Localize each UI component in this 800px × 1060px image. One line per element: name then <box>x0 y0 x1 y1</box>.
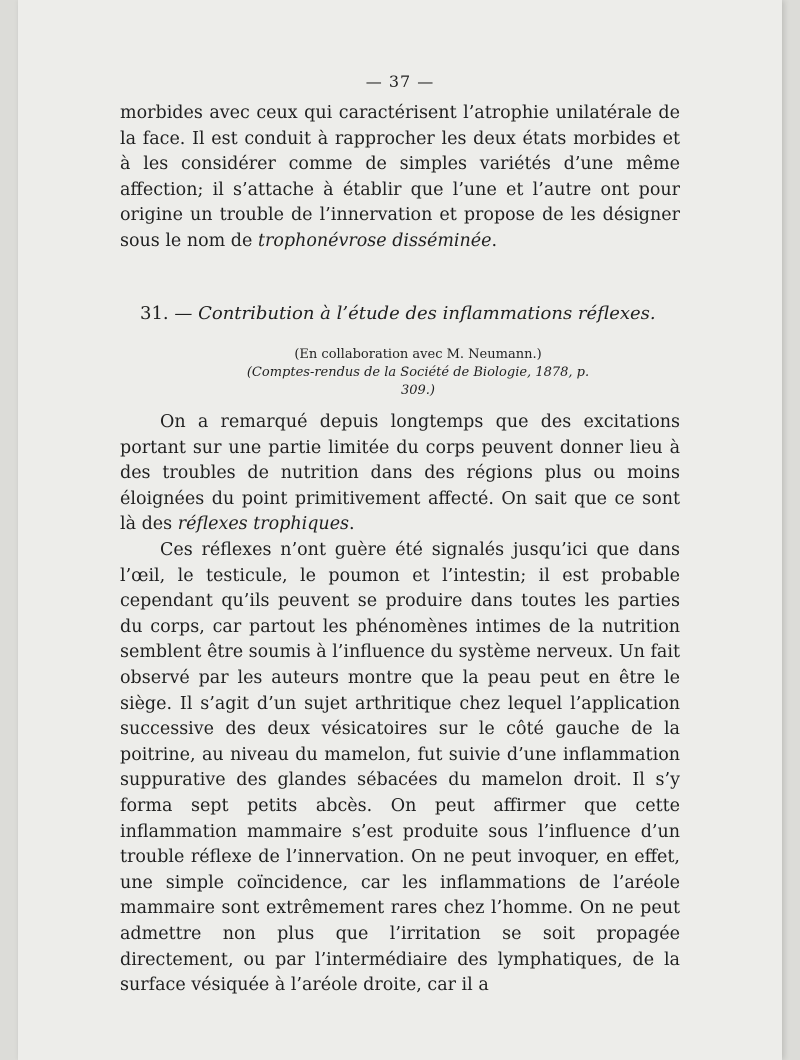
paragraph-1-text: morbides avec ceux qui caractérisent l’atrophie unilatérale de la face. Il est conduit à rapprocher les deux états morbides et à les considérer comme de simples variétés d’une même affection; il s’attache à établir que l’une et l’autre ont pour origine un trouble de l’innervation et propose de les désigner sous le nom de <box>120 103 680 251</box>
paragraph-2 <box>120 410 680 538</box>
paragraph-2-italic-term: réflexes trophiques <box>177 514 350 535</box>
page-number: — 37 — <box>365 72 435 91</box>
paragraph-3: Ces réflexes n’ont guère été signalés jusqu’ici que dans l’œil, le testicule, le poumon et l’intestin; il est probable cependant qu’ils peuvent se produire dans toutes les parties du corps, car partout les phénomènes intimes de la nutrition semblent être soumis à l’influence du système nerveux. Un fait observé par les auteurs montre que la peau peut en être le siège. Il s’agit d’un sujet arthritique chez lequel l’application successive des deux vésicatoires sur le côté gauche de la poitrine, au niveau du mamelon, fut suivie d’une inflammation suppurative des glandes sébacées du mamelon droit. Il s’y forma sept petits abcès. On peut affirmer que cette inflammation mammaire s’est produite sous l’influence d’un trouble réflexe de l’innervation. On ne peut invoquer, en effet, une simple coïncidence, car les inflammations de l’aréole mammaire sont extrêmement rares chez l’homme. On ne peut admettre non plus que l’irritation se soit propagée directement, ou par l’intermédiaire des lymphatiques, de la surface vésiquée à l’aréole droite, car il a <box>120 540 680 996</box>
paragraph-1-italic-term: trophonévrose disséminée <box>257 230 492 251</box>
section-title: — Contribution à l’étude des inflammations réflexes. <box>174 303 656 324</box>
paragraph-1-end: . <box>491 230 498 251</box>
section-number: 31. <box>140 303 169 324</box>
paragraph-2-end: . <box>349 514 355 535</box>
bibliographic-reference: (Comptes-rendus de la Société de Biologie, 1878, p. 309.) <box>246 365 590 398</box>
document-page <box>18 0 782 1060</box>
paragraph-1 <box>120 101 680 255</box>
collaboration-note: (En collaboration avec M. Neumann.) <box>294 347 542 362</box>
paragraph-2-text: On a remarqué depuis longtemps que des excitations portant sur une partie limitée du corps peuvent donner lieu à des troubles de nutrition dans des régions plus ou moins éloignées du point primitivement affecté. On sait que ce sont là des <box>120 412 680 535</box>
section-heading <box>140 303 700 324</box>
